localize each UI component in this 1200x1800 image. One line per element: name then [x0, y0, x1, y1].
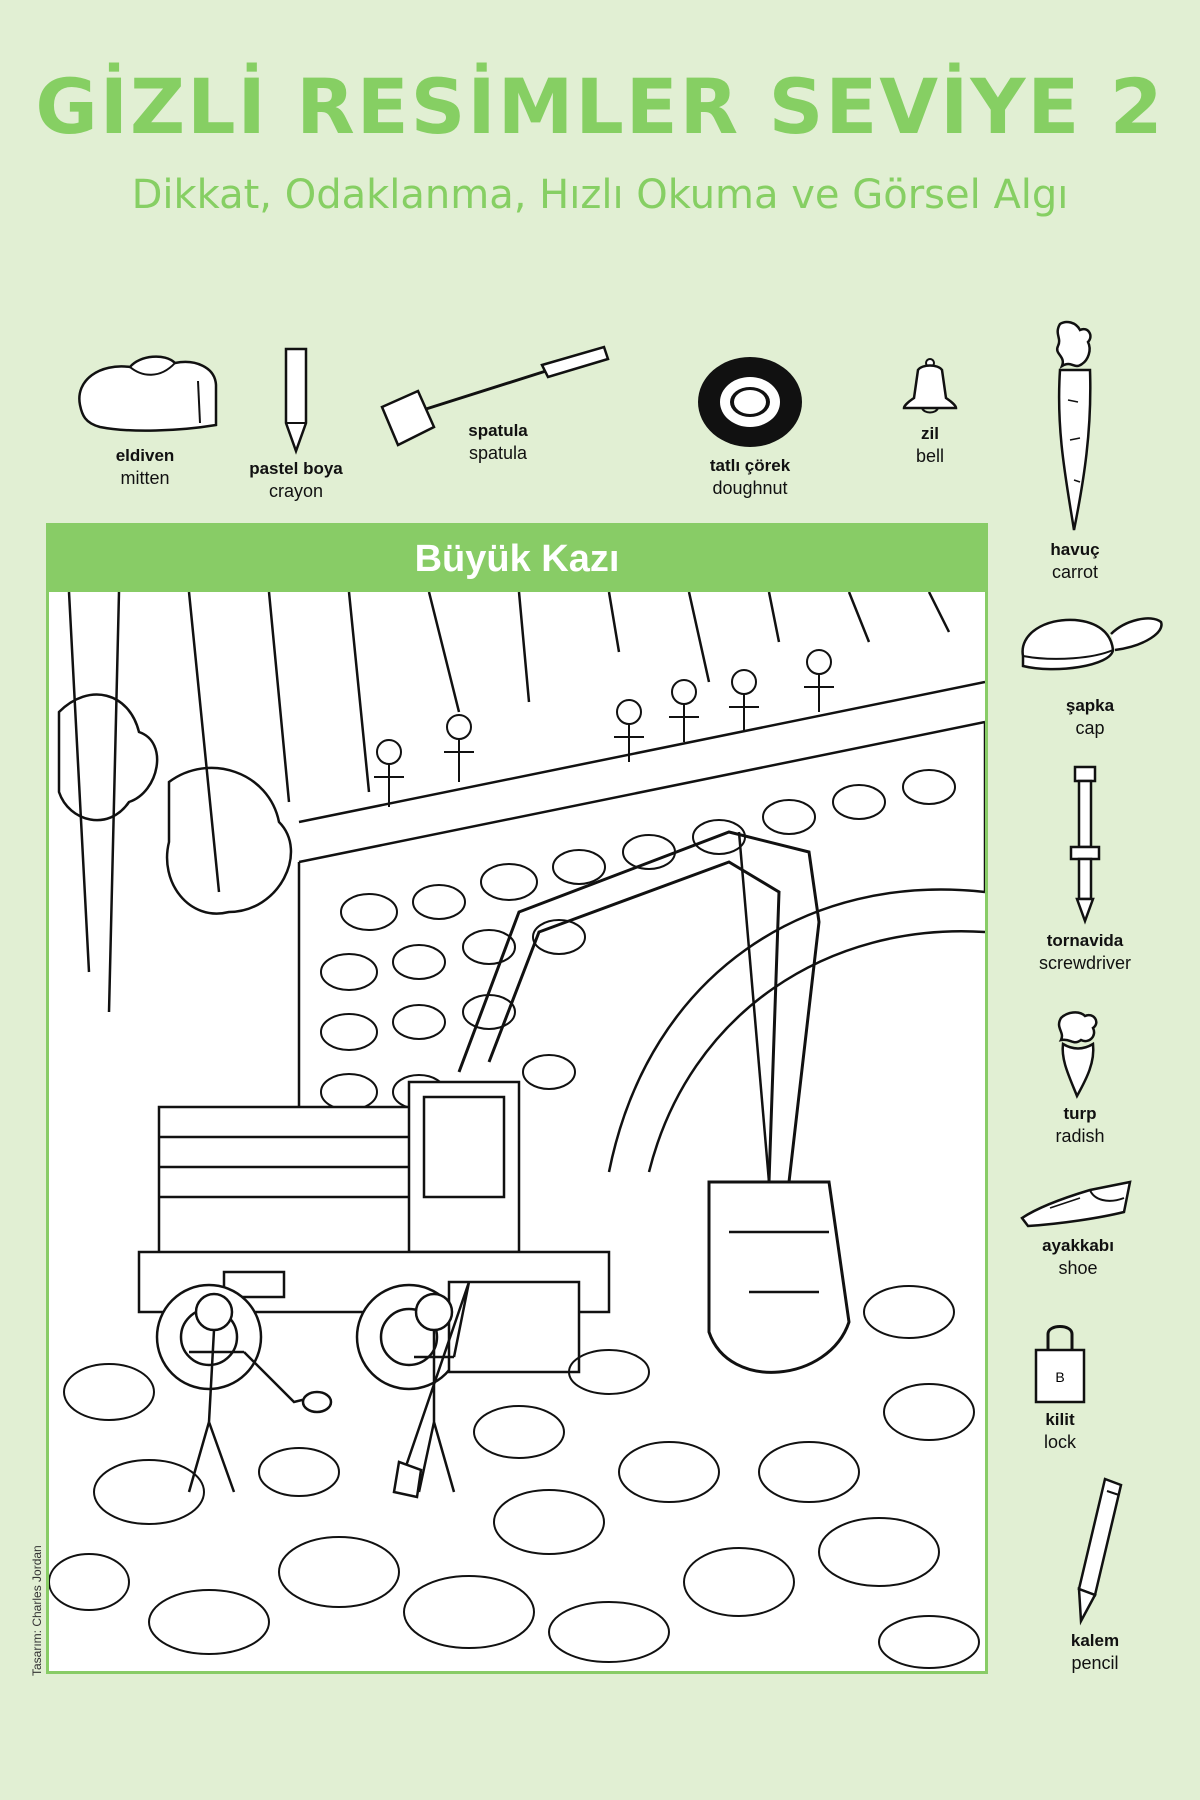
- excavation-scene-illustration: [49, 592, 985, 1671]
- item-label-en: crayon: [268, 481, 324, 501]
- puzzle-title: Büyük Kazı: [49, 526, 985, 592]
- item-radish: [1020, 1010, 1140, 1147]
- item-carrot: [1020, 320, 1130, 583]
- item-label-en: screwdriver: [1038, 953, 1131, 973]
- page-title: GİZLİ RESİMLER SEVİYE 2: [35, 62, 1165, 151]
- illustration-credit: Tasarım: Charles Jordan: [30, 1545, 44, 1676]
- item-screwdriver: [1020, 765, 1150, 974]
- mitten-icon: [70, 345, 220, 440]
- item-label-tr: tornavida: [1046, 931, 1124, 950]
- item-doughnut: [680, 355, 820, 499]
- item-label-tr: eldiven: [115, 446, 175, 465]
- puzzle-panel: [46, 523, 988, 1674]
- item-label-en: cap: [1075, 718, 1105, 738]
- radish-icon: [1053, 1010, 1107, 1098]
- item-label-en: pencil: [1071, 1653, 1119, 1673]
- shoe-icon: [1020, 1178, 1136, 1230]
- cap-icon: [1015, 610, 1165, 690]
- item-pencil: [1045, 1475, 1145, 1674]
- item-label-en: spatula: [468, 443, 528, 463]
- lock-icon: [1032, 1320, 1088, 1404]
- bell-icon: [900, 358, 960, 418]
- item-label-tr: pastel boya: [249, 459, 343, 478]
- item-spatula: [378, 345, 618, 464]
- item-crayon: [236, 345, 356, 502]
- crayon-icon: [281, 345, 311, 453]
- carrot-icon: [1048, 320, 1102, 534]
- page-subtitle: Dikkat, Odaklanma, Hızlı Okuma ve Görsel Algı: [131, 172, 1069, 218]
- item-label-tr: zil: [921, 424, 939, 443]
- item-label-en: shoe: [1058, 1258, 1098, 1278]
- item-label-en: carrot: [1051, 562, 1098, 582]
- item-label-tr: turp: [1063, 1104, 1097, 1123]
- item-label-tr: tatlı çörek: [709, 456, 791, 475]
- item-label-en: radish: [1055, 1126, 1105, 1146]
- item-label-tr: havuç: [1050, 540, 1100, 559]
- item-label-tr: spatula: [468, 421, 528, 440]
- item-label-en: doughnut: [712, 478, 788, 498]
- item-label-tr: şapka: [1065, 696, 1115, 715]
- doughnut-icon: [697, 355, 803, 450]
- item-label-en: bell: [915, 446, 945, 466]
- item-label-en: mitten: [120, 468, 170, 488]
- item-label-tr: ayakkabı: [1042, 1236, 1114, 1255]
- pencil-icon: [1065, 1475, 1125, 1625]
- item-label-en: lock: [1043, 1432, 1076, 1452]
- item-label-tr: kalem: [1070, 1631, 1120, 1650]
- screwdriver-icon: [1065, 765, 1105, 925]
- item-lock: [1020, 1320, 1100, 1453]
- item-label-tr: kilit: [1045, 1410, 1075, 1429]
- item-mitten: [60, 345, 230, 489]
- item-cap: [1015, 610, 1165, 739]
- item-bell: [880, 358, 980, 467]
- item-shoe: [1008, 1178, 1148, 1279]
- svg-text:B: B: [1055, 1369, 1065, 1385]
